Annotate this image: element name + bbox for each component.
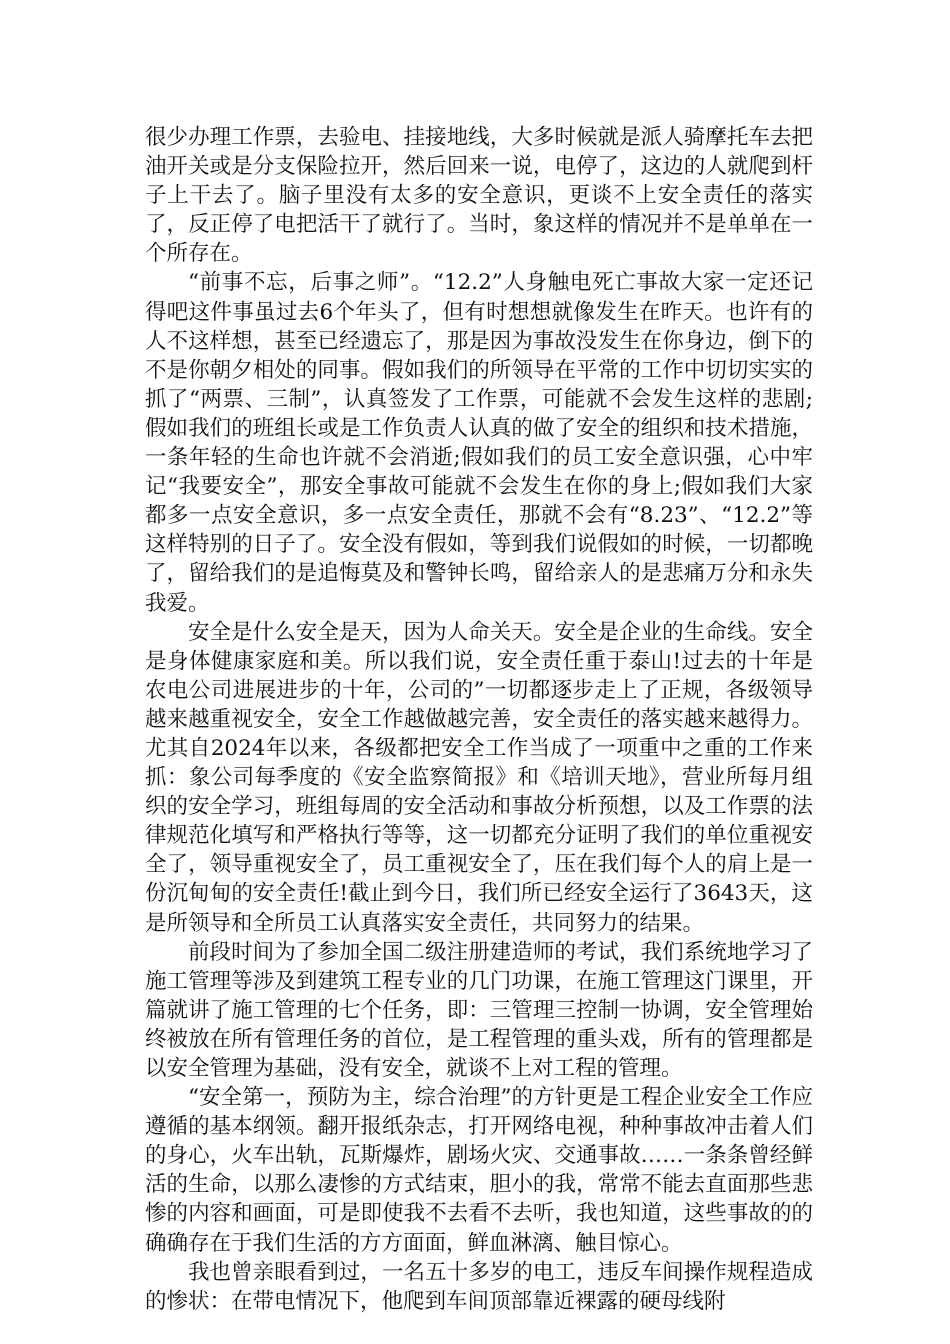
paragraph-6: 我也曾亲眼看到过，一名五十多岁的电工，违反车间操作规程造成的惨状：在带电情况下，他爬到车间顶部靠近裸露的硬母线附 xyxy=(145,1259,813,1314)
paragraph-4: 前段时间为了参加全国二级注册建造师的考试，我们系统地学习了施工管理等涉及到建筑工程专业的几门功课，在施工管理这门课里，开篇就讲了施工管理的七个任务，即：三管理三控制一协调，安全管理始终被放在所有管理任务的首位，是工程管理的重头戏，所有的管理都是以安全管理为基础，没有安全，就谈不上对工程的管理。 xyxy=(145,939,813,1081)
document-body xyxy=(145,123,813,1316)
paragraph-1: 很少办理工作票，去验电、挂接地线，大多时候就是派人骑摩托车去把油开关或是分支保险拉开，然后回来一说，电停了，这边的人就爬到杆子上干去了。脑子里没有太多的安全意识，更谈不上安全责任的落实了，反正停了电把活干了就行了。当时，象这样的情况并不是单单在一个所存在。 xyxy=(145,125,813,267)
paragraph-5: “安全第一，预防为主，综合治理”的方针更是工程企业安全工作应遵循的基本纲领。翻开报纸杂志，打开网络电视，种种事故冲击着人们的身心，火车出轨，瓦斯爆炸，剧场火灾、交通事故……一条条曾经鲜活的生命，以那么凄惨的方式结束，胆小的我，常常不能去直面那些悲惨的内容和画面，可是即使我不去看不去听，我也知道，这些事故的的确确存在于我们生活的方方面面，鲜血淋漓、触目惊心。 xyxy=(145,1085,813,1256)
paragraph-3: 安全是什么安全是天，因为人命关天。安全是企业的生命线。安全是身体健康家庭和美。所以我们说，安全责任重于泰山!过去的十年是农电公司进展进步的十年，公司的”一切都逐步走上了正规，各级领导越来越重视安全，安全工作越做越完善，安全责任的落实越来越得力。尤其自2024年以来，各级都把安全工作当成了一项重中之重的工作来抓：象公司每季度的《安全监察简报》和《培训天地》，营业所每月组织的安全学习，班组每周的安全活动和事故分析预想，以及工作票的法律规范化填写和严格执行等等，这一切都充分证明了我们的单位重视安全了，领导重视安全了，员工重视安全了，压在我们每个人的肩上是一份沉甸甸的安全责任!截止到今日，我们所已经安全运行了3643天，这是所领导和全所员工认真落实安全责任，共同努力的结果。 xyxy=(145,619,813,936)
paragraph-2: “前事不忘，后事之师”。“12.2”人身触电死亡事故大家一定还记得吧这件事虽过去6个年头了，但有时想想就像发生在昨天。也许有的人不这样想，甚至已经遗忘了，那是因为事故没发生在你身边，倒下的不是你朝夕相处的同事。假如我们的所领导在平常的工作中切切实实的抓了“两票、三制”，认真签发了工作票，可能就不会发生这样的悲剧;假如我们的班组长或是工作负责人认真的做了安全的组织和技术措施，一条年轻的生命也许就不会消逝;假如我们的员工安全意识强，心中牢记“我要安全”，那安全事故可能就不会发生在你的身上;假如我们大家都多一点安全意识，多一点安全责任，那就不会有“8.23”、“12.2”等这样特别的日子了。安全没有假如，等到我们说假如的时候，一切都晚了，留给我们的是追悔莫及和警钟长鸣，留给亲人的是悲痛万分和永失我爱。 xyxy=(145,270,813,616)
